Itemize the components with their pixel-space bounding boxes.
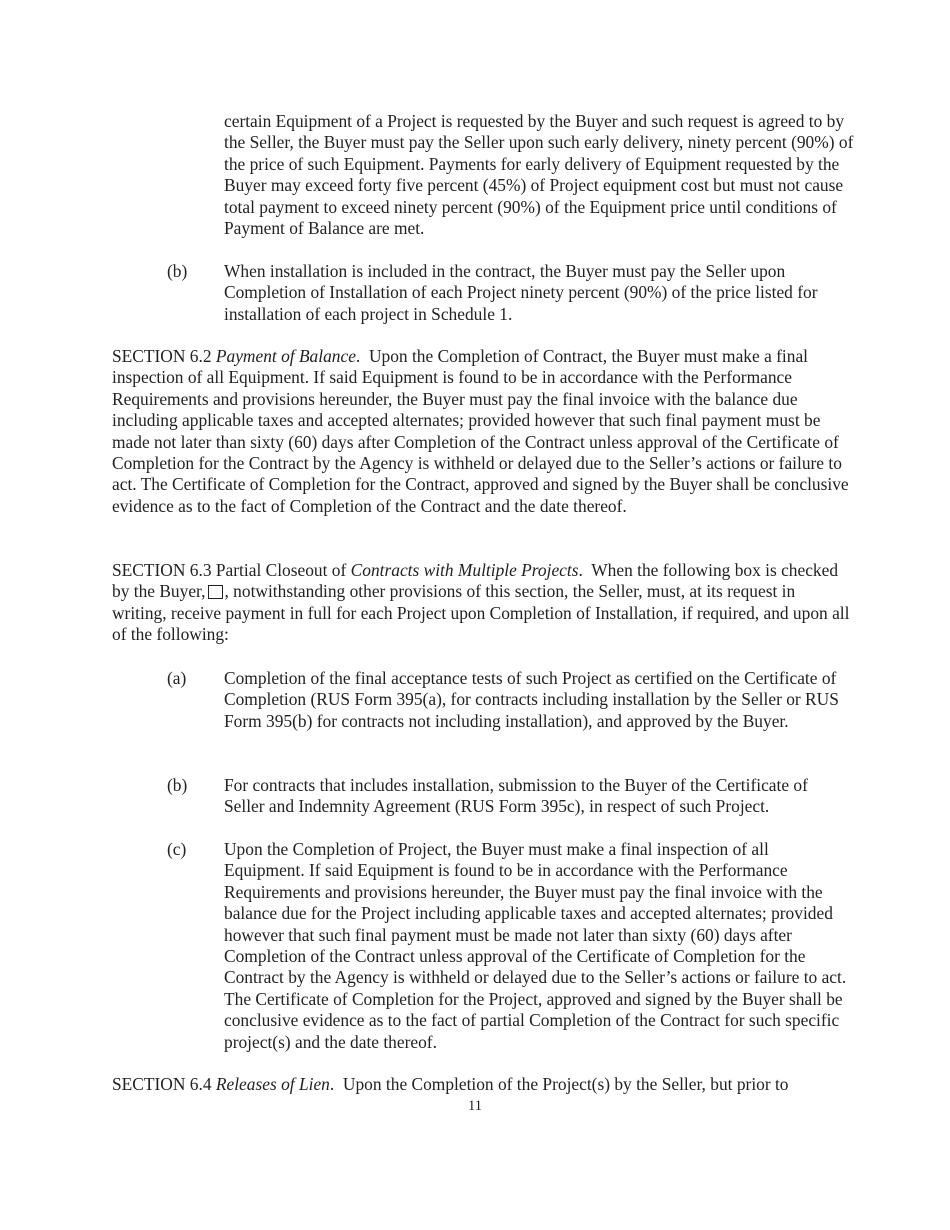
item-label: (c) xyxy=(167,839,187,859)
section-number: SECTION 6.3 xyxy=(112,560,212,580)
item-label: (b) xyxy=(167,775,188,795)
item-label: (a) xyxy=(167,668,187,688)
section-title-suffix: . xyxy=(329,1074,335,1094)
section-title-prefix: Partial Closeout of xyxy=(215,560,347,580)
item-text: When installation is included in the contract, the Buyer must pay the Seller upon Completion of Installation of each Project ninety percent (90%) of the price listed for installation of each project in Schedule 1. xyxy=(224,261,818,324)
section-6-2 xyxy=(112,346,852,517)
section-number: SECTION 6.2 xyxy=(112,346,212,366)
partial-closeout-checkbox[interactable] xyxy=(208,585,223,599)
section-text-after-checkbox: , notwithstanding other provisions of this section, the Seller, must, at its request in writing, receive payment in full for each Project upon Completion of Installation, if required, and upon all of the following: xyxy=(112,581,850,645)
section-text: Upon the Completion of Contract, the Buyer must make a final inspection of all Equipment. If said Equipment is found to be in accordance with the Performance Requirements and provisions hereunder, the Buyer must pay the final invoice with the balance due including applicable taxes and accepted alternates; provided however that such final payment must be made not later than sixty (60) days after Completion of the Contract unless approval of the Certificate of Completion for the Contract by the Agency is withheld or delayed due to the Seller’s actions or failure to act. The Certificate of Completion for the Contract, approved and signed by the Buyer shall be conclusive evidence as to the fact of Completion of the Contract and the date thereof. xyxy=(112,346,849,516)
section-title: Payment of Balance xyxy=(215,346,356,366)
section-text-before-checkbox: When the following box is checked by the Buyer, xyxy=(112,560,839,602)
item-label: (b) xyxy=(167,261,188,281)
section-title-suffix: . xyxy=(355,346,361,366)
section-title: Contracts with Multiple Projects xyxy=(350,560,579,580)
section-text: Upon the Completion of the Project(s) by the Seller, but prior to xyxy=(342,1074,789,1094)
section-title: Releases of Lien xyxy=(215,1074,330,1094)
item-text: For contracts that includes installation, submission to the Buyer of the Certificate of Seller and Indemnity Agreement (RUS Form 395c), in respect of such Project. xyxy=(224,775,808,817)
page-number: 11 xyxy=(468,1098,482,1114)
item-text: Completion of the final acceptance tests of such Project as certified on the Certificate of Completion (RUS Form 395(a), for contracts including installation by the Seller or RUS Form 395(b) for contracts not including installation), and approved by the Buyer. xyxy=(224,668,839,731)
section-title-suffix: . xyxy=(578,560,583,580)
section-number: SECTION 6.4 xyxy=(112,1074,212,1094)
section-6-3 xyxy=(112,560,852,646)
item-text: Upon the Completion of Project, the Buyer must make a final inspection of all Equipment. If said Equipment is found to be in accordance with the Performance Requirements and provisions hereunder, the Buyer must pay the final invoice with the balance due for the Project including applicable taxes and accepted alternates; provided however that such final payment must be made not later than sixty (60) days after Completion of the Contract unless approval of the Certificate of Completion for the Contract by the Agency is withheld or delayed due to the Seller’s actions or failure to act. The Certificate of Completion for the Project, approved and signed by the Buyer shall be conclusive evidence as to the fact of partial Completion of the Contract for such specific project(s) and the date thereof. xyxy=(224,839,847,1052)
continuation-paragraph: certain Equipment of a Project is requested by the Buyer and such request is agreed to by the Seller, the Buyer must pay the Seller upon such early delivery, ninety percent (90%) of the price of such Equipment. Payments for early delivery of Equipment requested by the Buyer may exceed forty five percent (45%) of Project equipment cost but must not cause total payment to exceed ninety percent (90%) of the Equipment price until conditions of Payment of Balance are met. xyxy=(224,111,854,239)
section-6-4 xyxy=(112,1074,872,1095)
